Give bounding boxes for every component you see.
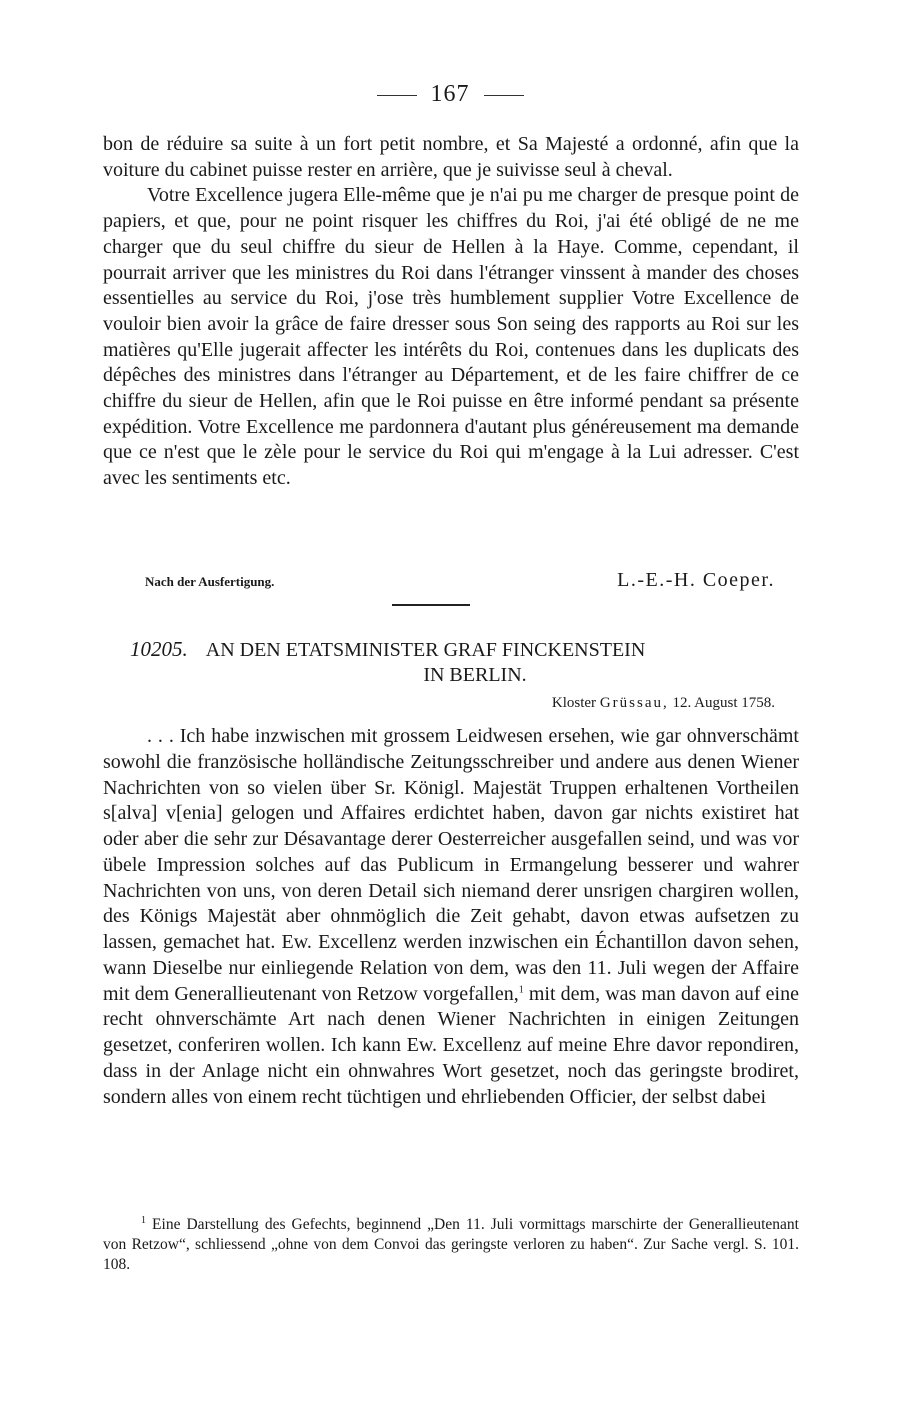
letter-paragraph-part-2: mit dem, was man davon auf eine recht ohnverschämte Art nach denen Wiener Nachrichten in einigen Zeitungen gesetzet, conferiren wollen. Ich kann Ew. Excellenz auf meine Ehre davor repondiren, dass in der Anlage nicht ein ohnwahres Wort gesetzet, noch das geringste brodiret, sondern alles von einem recht tüchtigen und ehrliebenden Officier, der selbst dabei bbox=[103, 982, 799, 1108]
dateline bbox=[552, 695, 775, 712]
previous-letter-text bbox=[103, 132, 799, 492]
signature: L.-E.-H. Coeper. bbox=[617, 569, 775, 591]
source-note: Nach der Ausfertigung. bbox=[145, 574, 275, 589]
letter-paragraph bbox=[103, 724, 799, 1110]
section-separator bbox=[392, 604, 470, 606]
footnote-reference: 1 bbox=[518, 983, 524, 995]
previous-letter-paragraph-1: bon de réduire sa suite à un fort petit nombre, et Sa Majesté a ordonné, afin que la voiture du cabinet puisse rester en arrière, que je suivisse seul à cheval. bbox=[103, 133, 799, 181]
header-dash-left bbox=[377, 95, 417, 96]
previous-letter-paragraph-2: Votre Excellence jugera Elle-même que je n'ai pu me charger de presque point de papiers, et que, pour ne point risquer les chiffres du Roi, j'ai été obligé de ne me charger que du seul chiffre du sieur de Hellen à la Haye. Comme, cependant, il pourrait arriver que les ministres du Roi dans l'étranger vinssent à mander des choses essentielles au service du Roi, j'ose très humblement supplier Votre Excellence de vouloir bien avoir la grâce de faire dresser sous Son seing des rapports au Roi sur les matières qu'Elle jugerait affecter les intérêts du Roi, contenues dans les duplicats des dépêches des ministres dans l'étranger au Département, et de les faire chiffrer de ce chiffre du sieur de Hellen, afin que le Roi puisse en être informé pendant sa présente expédition. Votre Excellence me pardonnera d'autant plus généreusement ma demande que ce n'est que le zèle pour le service du Roi qui m'engage à la Lui adresser. C'est avec les sentiments etc. bbox=[103, 184, 799, 490]
letter-paragraph-part-1: . . . Ich habe inzwischen mit grossem Leidwesen ersehen, wie gar ohnverschämt sowohl die französische holländische Zeitungsschreiber und andere aus denen Wiener Nachrichten von so vielen über Sr. Königl. Majestät Truppen erhaltenen Vortheilen s[alva] v[enia] gelogen und Affaires erdichtet haben, davon gar nichts existiret hat oder aber die sehr zur Désavantage derer Oesterreicher ausgefallen seind, und was vor übele Impression solches auf das Publicum in Ermangelung besserer und wahrer Nachrichten von uns, von deren Detail sich niemand derer unsrigen chargiren wollen, des Königs Majestät aber ohnmöglich die Zeit gehabt, davon etwas aufsetzen zu lassen, gemachet hat. Ew. Excellenz werden inzwischen ein Échantillon davon sehen, wann Dieselbe nur einliegende Relation von dem, was den 11. Juli wegen der Affaire mit dem Generallieutenant von Retzow vorgefallen, bbox=[103, 725, 799, 1005]
entry-heading bbox=[130, 637, 790, 688]
dateline-date: 12. August 1758. bbox=[672, 695, 775, 711]
page-header bbox=[0, 80, 900, 108]
entry-title-line-2: IN BERLIN. bbox=[423, 664, 527, 686]
footnote bbox=[103, 1215, 799, 1275]
dateline-place-name: Grüssau, bbox=[599, 695, 669, 711]
header-dash-right bbox=[484, 95, 524, 96]
signature-row bbox=[145, 566, 775, 592]
letter-text bbox=[103, 724, 799, 1110]
dateline-place-prefix: Kloster bbox=[551, 695, 597, 711]
entry-title-line-1: AN DEN ETATSMINISTER GRAF FINCKENSTEIN bbox=[205, 639, 646, 661]
page-number: 167 bbox=[430, 81, 470, 107]
entry-number: 10205. bbox=[130, 637, 188, 661]
footnote-marker: 1 bbox=[141, 1214, 146, 1226]
footnote-text: Eine Darstellung des Gefechts, beginnend „Den 11. Juli vormittags marschirte der Generallieutenant von Retzow“, schliessend „ohne von dem Convoi das geringste verloren zu haben“. Zur Sache vergl. S. 101. 108. bbox=[103, 1216, 799, 1273]
